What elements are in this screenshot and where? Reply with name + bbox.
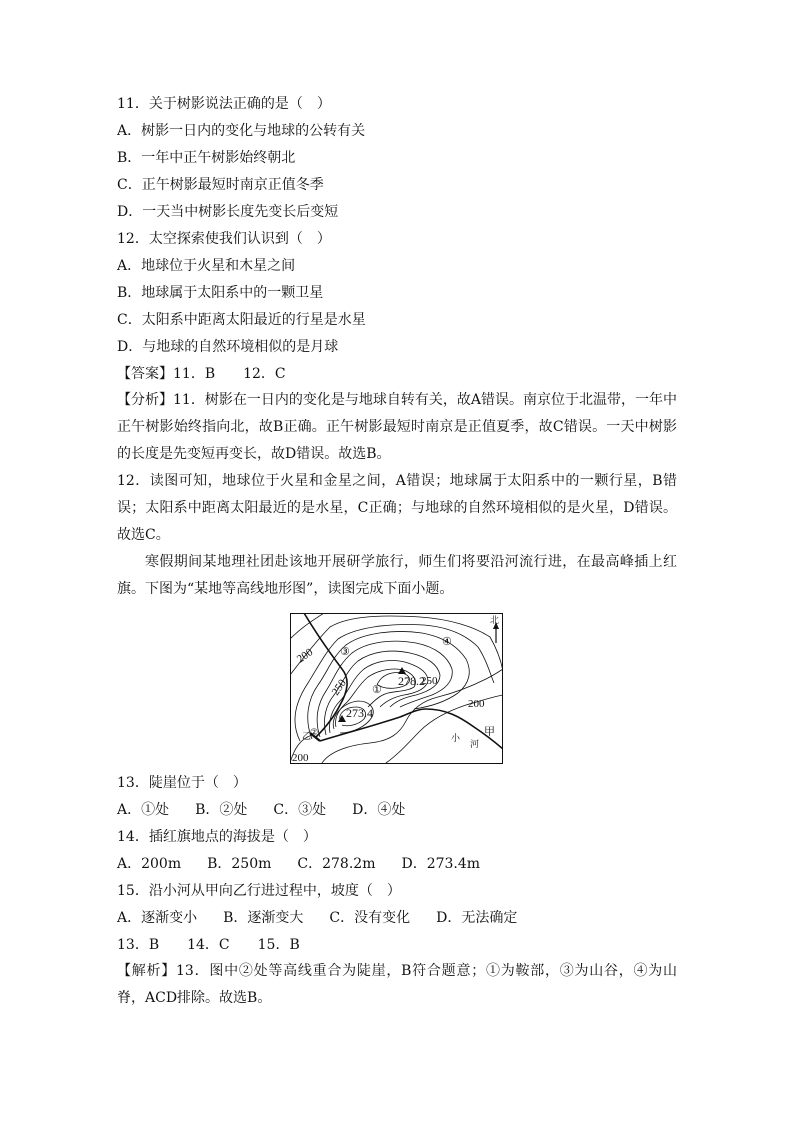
question-11-option-d: D．一天当中树影长度先变长后变短: [117, 204, 339, 220]
question-14-option-d: D．273.4m: [401, 856, 481, 872]
marker-4: ④: [442, 636, 452, 648]
question-13-options: [117, 800, 431, 820]
question-15-option-c: C．没有变化: [329, 910, 411, 926]
analysis-11: 【分析】11．树影在一日内的变化是与地球自转有关，故A错误。南京位于北温带，一年中正午树影始终指向北，故B正确。正午树影最短时南京是正值夏季，故C错误。一天中树影的长度是先变短再变长，故D错误。故选B。: [117, 392, 677, 462]
question-15-option-d: D．无法确定: [436, 910, 518, 926]
contour-map: [290, 613, 503, 764]
analysis-13: 【解析】13．图中②处等高线重合为陡崖，B符合题意；①为鞍部，③为山谷，④为山脊，ACD排除。故选B。: [117, 963, 677, 1006]
question-15-stem: 15．沿小河从甲向乙行进过程中，坡度（ ）: [117, 883, 401, 899]
question-13-option-a: A．①处: [117, 802, 170, 818]
analysis-12: 12．读图可知，地球位于火星和金星之间，A错误；地球属于太阳系中的一颗行星，B错误；太阳系中距离太阳最近的是水星，C正确；与地球的自然环境相似的是火星，D错误。故选C。: [117, 473, 677, 543]
question-11-option-a: A．树影一日内的变化与地球的公转有关: [117, 123, 366, 139]
question-13-stem: 13．陡崖位于（ ）: [117, 775, 247, 791]
question-11-option-c: C．正午树影最短时南京正值冬季: [117, 177, 324, 193]
question-13-option-c: C．③处: [273, 802, 327, 818]
question-11-option-b: B．一年中正午树影始终朝北: [117, 150, 296, 166]
marker-3: ③: [340, 646, 350, 658]
question-12-option-d: D．与地球的自然环境相似的是月球: [117, 339, 339, 355]
question-14-option-b: B．250m: [207, 856, 272, 872]
question-12-option-b: B．地球属于太阳系中的一颗卫星: [117, 285, 324, 301]
answer-13-15: 13．B 14．C 15．B: [117, 937, 300, 953]
question-12-option-c: C．太阳系中距离太阳最近的行星是水星: [117, 312, 366, 328]
question-14-option-c: C．278.2m: [297, 856, 376, 872]
question-14-option-a: A．200m: [117, 856, 182, 872]
contour-label-200-sw: 200: [292, 752, 309, 764]
north-label: 北: [490, 615, 500, 625]
contour-label-250-east: 250: [421, 675, 438, 687]
question-15-option-a: A．逐渐变小: [117, 910, 198, 926]
river-label-xiao: 小: [451, 733, 461, 743]
question-12-option-a: A．地球位于火星和木星之间: [117, 258, 296, 274]
question-11-stem: 11．关于树影说法正确的是（ ）: [117, 96, 331, 112]
marker-1: ①: [372, 684, 382, 696]
question-13-option-d: D．④处: [352, 802, 406, 818]
point-jia-label: 甲: [484, 726, 495, 738]
question-15-option-b: B．逐渐变大: [223, 910, 304, 926]
question-14-stem: 14．插红旗地点的海拔是（ ）: [117, 829, 317, 845]
answer-11-12: 【答案】11．B 12．C: [117, 366, 286, 382]
question-14-options: [117, 854, 506, 874]
river-label-he: 河: [470, 739, 480, 749]
peak-278-label: 278.2: [398, 674, 425, 688]
marker-2: ②: [310, 727, 319, 737]
contour-label-200-east: 200: [468, 698, 485, 710]
question-15-options: [117, 908, 543, 928]
question-12-stem: 12．太空探索使我们认识到（ ）: [117, 231, 331, 247]
point-yi-label: 乙: [302, 731, 312, 741]
question-13-option-b: B．②处: [195, 802, 248, 818]
passage-intro: 寒假期间某地理社团赴该地开展研学旅行，师生们将要沿河流行进，在最高峰插上红旗。下图为“某地等高线地形图”，读图完成下面小题。: [117, 554, 677, 597]
contour-label-250-west: 250: [329, 677, 349, 698]
peak-273-label: 273.4: [346, 706, 373, 720]
contour-label-200-nw: 200: [294, 646, 316, 666]
